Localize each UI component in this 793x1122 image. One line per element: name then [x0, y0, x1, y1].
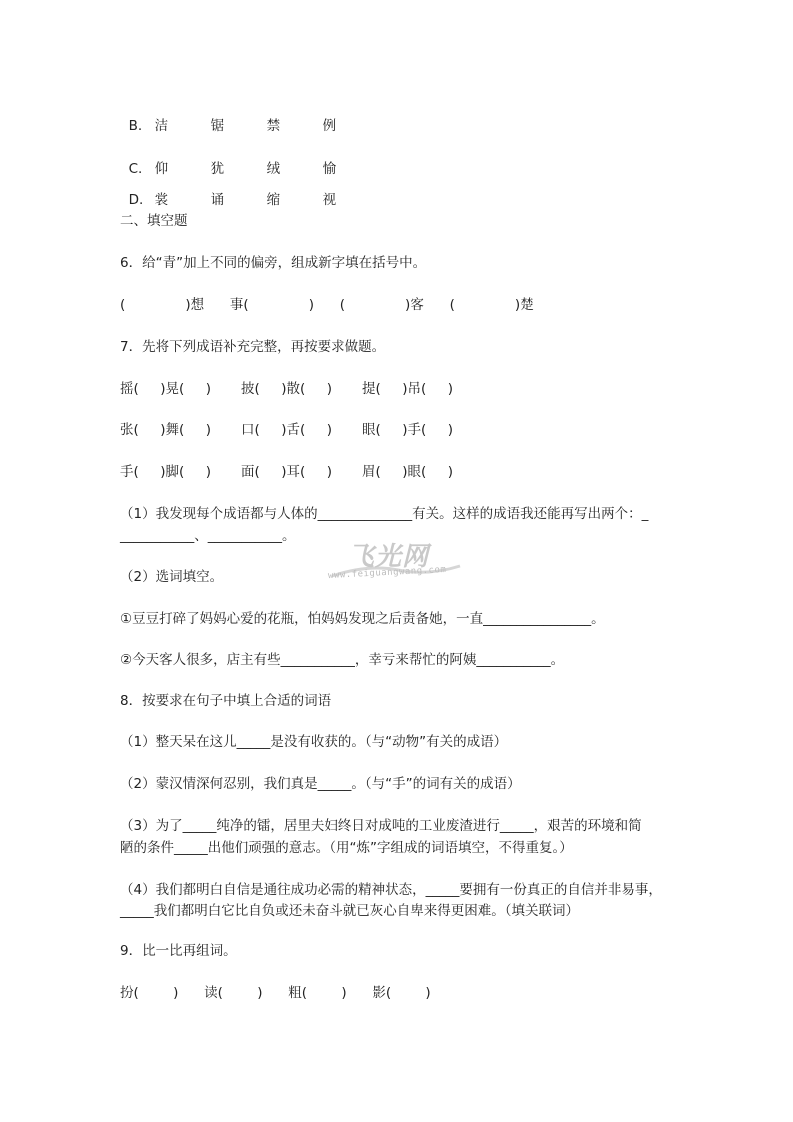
watermark-logo: [328, 536, 468, 592]
question-8-part-3-cont: 陋的条件_____出他们顽强的意志。（用“炼”字组成的词语填空，不得重复。）: [120, 840, 573, 856]
idiom-row-1: 摇( )晃( ) 披( )散( ) 提( )吊( ): [120, 381, 454, 397]
option-word: 例: [322, 118, 337, 134]
question-7-part-2a: ①豆豆打碎了妈妈心爱的花瓶，怕妈妈发现之后责备她，一直________________。: [120, 611, 605, 627]
option-word: 诵: [210, 192, 225, 208]
question-6-blanks: ( )想 事( ) ( )客 ( )楚: [120, 297, 534, 313]
question-7-part-1: （1）我发现每个成语都与人体的______________有关。这样的成语我还能再写出两个：_: [120, 506, 649, 522]
question-7-part-2b: ②今天客人很多，店主有些___________，幸亏来帮忙的阿姨___________。: [120, 652, 565, 668]
option-d: [120, 170, 336, 210]
idiom-row-3: 手( )脚( ) 面( )耳( ) 眉( )眼( ): [120, 464, 454, 480]
option-letter: D.: [128, 192, 144, 208]
question-7-part-2: （2）选词填空。: [120, 569, 224, 585]
section-title: 二、填空题: [120, 213, 188, 229]
option-word: 洁: [154, 118, 169, 134]
option-word: 犹: [210, 161, 225, 177]
question-8-title: 8．按要求在句子中填上合适的词语: [120, 693, 332, 709]
option-word: 绒: [266, 161, 281, 177]
option-word: 裳: [154, 192, 169, 208]
option-letter: B.: [128, 118, 143, 134]
watermark-url: www.feiguangwang.com: [327, 564, 447, 582]
option-word: 愉: [322, 161, 337, 177]
option-word: 锯: [210, 118, 225, 134]
question-9-blanks: 扮( ) 读( ) 粗( ) 影( ): [120, 985, 431, 1001]
question-9-title: 9．比一比再组词。: [120, 943, 237, 959]
option-word: 仰: [154, 161, 169, 177]
question-6-title: 6．给“青”加上不同的偏旁，组成新字填在括号中。: [120, 255, 427, 271]
option-word: 缩: [266, 192, 281, 208]
question-8-part-2: （2）蒙汉情深何忍别，我们真是_____。（与“手”的词有关的成语）: [120, 776, 521, 792]
question-8-part-4: （4）我们都明白自信是通往成功必需的精神状态，_____要拥有一份真正的自信并非易事，: [120, 882, 662, 898]
question-8-part-1: （1）整天呆在这儿_____是没有收获的。（与“动物”有关的成语）: [120, 734, 508, 750]
question-7-title: 7．先将下列成语补充完整，再按要求做题。: [120, 339, 386, 355]
option-word: 视: [322, 192, 337, 208]
question-8-part-4-cont: _____我们都明白它比自负或还未奋斗就已灰心自卑来得更困难。（填关联词）: [120, 903, 579, 919]
option-b: [120, 96, 336, 136]
question-7-part-1-cont: ___________、___________。: [120, 528, 296, 544]
watermark-title: 飞光网: [348, 542, 430, 572]
question-8-part-3: （3）为了_____纯净的镭，居里夫妇终日对成吨的工业废渣进行_____，艰苦的环境和简: [120, 818, 642, 834]
option-letter: C.: [128, 161, 143, 177]
option-word: 禁: [266, 118, 281, 134]
idiom-row-2: 张( )舞( ) 口( )舌( ) 眼( )手( ): [120, 422, 454, 438]
